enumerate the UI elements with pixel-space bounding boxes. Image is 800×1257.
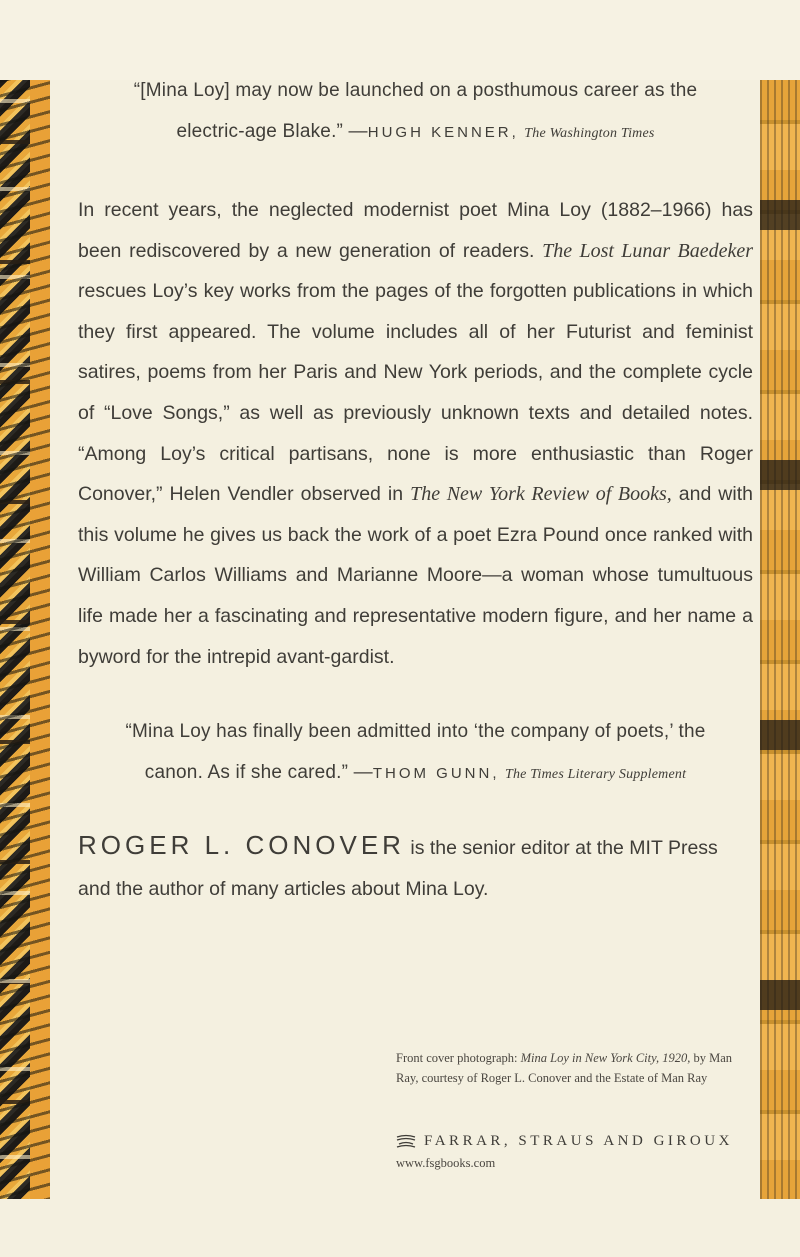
quote-dash: — [348, 762, 373, 784]
gunn-quote [78, 711, 753, 795]
author-bio-text: is the senior editor at the MIT Press and the author of many articles about Mina Loy. [78, 837, 718, 901]
description-part-1: In recent years, the neglected modernist poet Mina Loy (1882–1966) has been rediscovered by a new generation of readers. [78, 199, 753, 262]
gunn-name: THOM GUNN, [372, 765, 500, 783]
book-title: The Lost Lunar Baedeker [542, 239, 753, 262]
fsg-fish-logo-icon [396, 1134, 416, 1150]
kenner-quote-line2: electric-age Blake.” [176, 121, 344, 142]
book-description [78, 190, 753, 677]
back-cover-text [78, 70, 753, 910]
left-photo-strip [0, 80, 50, 1199]
gunn-quote-line1: “Mina Loy has finally been admitted into ‘the company of poets,’ the [125, 721, 706, 743]
quote-dash: — [343, 121, 368, 142]
description-part-2: rescues Loy’s key works from the pages of the forgotten publications in which they first appeared. The volume includes all of her Futurist and feminist satires, poems from her Paris and New York periods, and the complete cycle of “Love Songs,” as well as previously unknown texts and detailed notes. “Among Loy’s critical partisans, none is more enthusiastic than Roger Conover,” Helen Vendler observed in [78, 280, 753, 506]
publisher-name: FARRAR, STRAUS AND GIROUX [424, 1133, 733, 1149]
credit-photo-title: Mina Loy in New York City, 1920, [520, 1051, 691, 1065]
gunn-source: The Times Literary Supplement [505, 767, 687, 783]
kenner-quote [78, 70, 753, 154]
review-title: The New York Review of Books, [410, 483, 672, 506]
right-photo-strip [760, 80, 800, 1199]
publisher-url[interactable]: www.fsgbooks.com [396, 1156, 496, 1170]
gunn-quote-line2: canon. As if she cared.” [144, 762, 349, 784]
top-band [0, 0, 800, 80]
kenner-source: The Washington Times [524, 126, 655, 141]
credit-rest: by Man Ray, courtesy of Roger L. Conover and the Estate of Man Ray [396, 1051, 733, 1085]
description-part-3: and with this volume he gives us back the work of a poet Ezra Pound once ranked with William Carlos Williams and Marianne Moore—a woman whose tumultuous life made her a fascinating and representative modern figure, and her name a byword for the intrepid avant-gardist. [78, 483, 753, 668]
author-name: ROGER L. CONOVER [78, 830, 405, 861]
publisher-imprint [396, 1133, 733, 1150]
credit-prefix: Front cover photograph: [396, 1051, 521, 1065]
author-bio [78, 825, 753, 910]
kenner-quote-line1: “[Mina Loy] may now be launched on a posthumous career as the [133, 80, 698, 101]
kenner-name: HUGH KENNER, [367, 124, 519, 141]
photo-credit [396, 1048, 736, 1088]
